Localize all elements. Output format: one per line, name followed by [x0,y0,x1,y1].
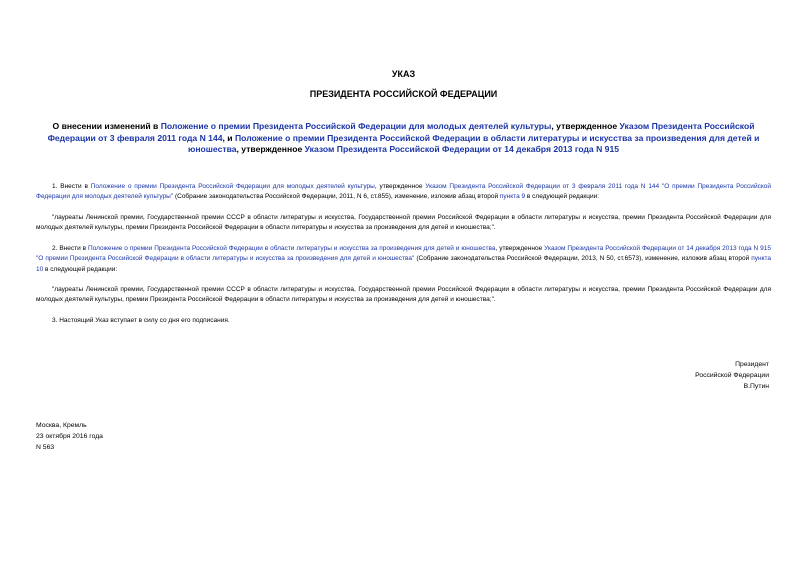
signature-block [695,359,769,392]
paragraph-text: , утвержденное [374,183,426,190]
p1-link-decree-144[interactable]: Указом Президента Российской Федерации от 3 февраля 2011 года N 144 "О премии Президента Российской Федерации для молодых деятелей культуры" [36,183,771,201]
title-link-decree-915[interactable]: Указом Президента Российской Федерации от 14 декабря 2013 года N 915 [304,144,620,154]
signature-position: Президент [735,361,769,368]
decree-heading: УКАЗ [391,69,416,79]
quote-2: "лауреаты Ленинской премии, Государственной премии СССР в области литературы и искусства, Государственной премии Российской Федерации в области литературы и искусства, премии Президента Российской Федерации для молодых деятелей культуры, премии Президента Российской Федерации в области литературы и искусства за произведения для детей и юношества;". [36,286,771,304]
title-text: , утвержденное [551,121,620,131]
place-city: Москва, Кремль [36,422,87,429]
p1-link-point-9[interactable]: пункта 9 [499,193,526,201]
paragraph-2 [36,244,771,275]
place-date-block [36,420,103,453]
place-date: 23 октября 2016 года [36,433,103,440]
paragraph-text: (Собрание законодательства Российской Федерации, 2013, N 50, ст.6573), изменение, изложив абзац второй [414,255,752,263]
paragraph-1 [36,182,771,203]
p1-link-regulation[interactable]: Положение о премии Президента Российской Федерации для молодых деятелей культуры [90,183,375,190]
issuer-heading: ПРЕЗИДЕНТА РОССИЙСКОЙ ФЕДЕРАЦИИ [309,89,498,99]
p2-link-point-10[interactable]: пункта 10 [36,255,771,273]
signature-name: В.Путин [743,383,769,390]
paragraph-text: в следующей редакции: [525,193,600,201]
title-text: О внесении изменений в [52,121,161,131]
paragraph-text: 1. Внести в [52,183,91,190]
p2-link-decree-915[interactable]: Указом Президента Российской Федерации от 14 декабря 2013 года N 915 "О премии Президента Российской Федерации в области литературы и искусства за произведения для детей и юношества" [36,245,771,263]
paragraph-text: 2. Внести в [52,245,89,252]
paragraph-text: (Собрание законодательства Российской Федерации, 2011, N 6, ст.855), изменение, изложив абзац второй [173,193,500,201]
p2-link-regulation[interactable]: Положение о премии Президента Российской Федерации в области литературы и искусства за произведения для детей и юношества [88,245,496,252]
document-title [36,121,771,156]
title-link-decree-144[interactable]: Указом Президента Российской Федерации от 3 февраля 2011 года N 144 [47,121,755,143]
paragraph-text: в следующей редакции: [43,265,118,273]
title-text: , и [222,132,235,143]
title-link-regulation-children-literature[interactable]: Положение о премии Президента Российской Федерации в области литературы и искусства за произведения для детей и юношества [187,132,760,154]
title-link-regulation-young-culture[interactable]: Положение о премии Президента Российской Федерации для молодых деятелей культуры [160,121,552,131]
quote-1: "лауреаты Ленинской премии, Государственной премии СССР в области литературы и искусства, Государственной премии Российской Федерации в области литературы и искусства, премии Президента Российской Федерации для молодых деятелей культуры, премии Президента Российской Федерации в области литературы и искусства за произведения для детей и юношества;". [36,214,771,232]
paragraph-3: 3. Настоящий Указ вступает в силу со дня его подписания. [52,317,230,324]
decree-number: N 563 [36,444,55,451]
signature-country: Российской Федерации [695,372,769,379]
title-text: , утвержденное [236,144,305,154]
paragraph-text: , утвержденное [495,245,545,252]
